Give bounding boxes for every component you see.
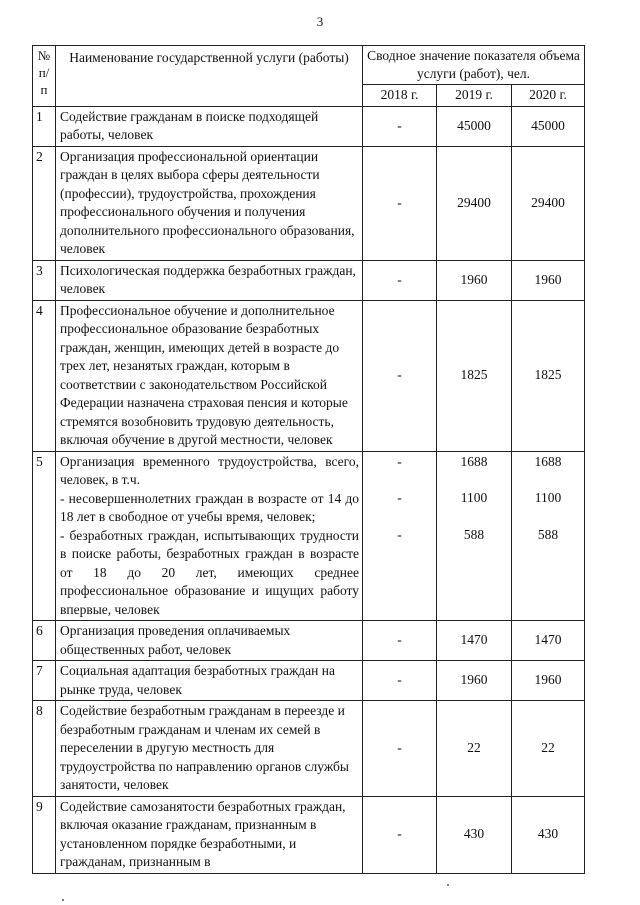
service-name: Организация проведения оплачиваемых общественных работ, человек (56, 621, 363, 661)
value-2019 (437, 451, 512, 621)
table-row (33, 260, 585, 300)
service-name (56, 451, 363, 621)
row-number: 3 (33, 260, 56, 300)
service-name-part: - безработных граждан, испытывающих трудности в поиске работы, безработных граждан в возрасте от 18 до 20 лет, имеющих среднее профессиональное образование и ищущих работу впервые, человек (60, 527, 359, 617)
page-number: 3 (316, 14, 324, 29)
row-number: 5 (33, 451, 56, 621)
value-2018: - (363, 661, 437, 701)
value-part: 1688 (534, 453, 562, 469)
table-row (33, 146, 585, 260)
header-name: Наименование государственной услуги (работы) (56, 46, 363, 107)
service-name: Содействие гражданам в поиске подходящей работы, человек (56, 106, 363, 146)
value-2018: - (363, 260, 437, 300)
value-2018: - (363, 300, 437, 451)
value-2020: 45000 (512, 106, 585, 146)
value-2019: 45000 (437, 106, 512, 146)
value-part: 1100 (460, 490, 488, 505)
table-row (33, 701, 585, 797)
value-2020: 22 (512, 701, 585, 797)
row-number: 2 (33, 146, 56, 260)
row-number: 6 (33, 621, 56, 661)
value-part: - (397, 490, 402, 505)
value-2019: 430 (437, 796, 512, 873)
services-table (32, 45, 585, 874)
value-2019: 1960 (437, 661, 512, 701)
header-row (33, 46, 585, 85)
table-row (33, 106, 585, 146)
service-name: Социальная адаптация безработных граждан на рынке труда, человек (56, 661, 363, 701)
service-name: Организация профессиональной ориентации граждан в целях выбора сферы деятельности (профессии), трудоустройства, прохождения профессионального обучения и получения дополнительного профессионального образования, человек (56, 146, 363, 260)
value-2018: - (363, 621, 437, 661)
service-name: Психологическая поддержка безработных граждан, человек (56, 260, 363, 300)
row-number: 7 (33, 661, 56, 701)
row-number: 4 (33, 300, 56, 451)
value-2020: 430 (512, 796, 585, 873)
value-2018 (363, 451, 437, 621)
value-part: 588 (463, 526, 485, 542)
value-2020: 1825 (512, 300, 585, 451)
value-2020 (512, 451, 585, 621)
value-part: - (397, 453, 402, 469)
row-number: 1 (33, 106, 56, 146)
value-2019: 1825 (437, 300, 512, 451)
header-year-2020: 2020 г. (512, 85, 585, 107)
service-name: Содействие самозанятости безработных граждан, включая оказание гражданам, признанным в установленном порядке безработными, и гражданам, признанным в (56, 796, 363, 873)
value-part: - (397, 526, 402, 542)
header-year-2019: 2019 г. (437, 85, 512, 107)
value-2018: - (363, 701, 437, 797)
scan-speck (447, 884, 449, 886)
scan-speck (62, 899, 64, 901)
service-name-part: - несовершеннолетних граждан в возрасте от 14 до 18 лет в свободное от учебы время, человек; (60, 490, 359, 524)
value-part: 1688 (460, 453, 488, 469)
value-2020: 1960 (512, 661, 585, 701)
value-2020: 1470 (512, 621, 585, 661)
table-row (33, 300, 585, 451)
service-name: Содействие безработным гражданам в переезде и безработным гражданам и членам их семей в переселении в другую местность для трудоустройства по направлению органов службы занятости, человек (56, 701, 363, 797)
table-row (33, 796, 585, 873)
value-part: 1100 (534, 490, 562, 505)
value-2018: - (363, 106, 437, 146)
value-2019: 29400 (437, 146, 512, 260)
value-2018: - (363, 796, 437, 873)
header-year-2018: 2018 г. (363, 85, 437, 107)
header-group: Сводное значение показателя объема услуги (работ), чел. (363, 46, 585, 85)
value-2019: 22 (437, 701, 512, 797)
row-number: 8 (33, 701, 56, 797)
value-2020: 29400 (512, 146, 585, 260)
value-part: 588 (537, 526, 559, 542)
service-name: Профессиональное обучение и дополнительное профессиональное образование безработных граждан, женщин, имеющих детей в возрасте до трех лет, незанятых граждан, которым в соответствии с законодательством Российской Федерации назначена страховая пенсия и которые стремятся возобновить трудовую деятельность, включая обучение в другой местности, человек (56, 300, 363, 451)
value-2019: 1470 (437, 621, 512, 661)
value-2020: 1960 (512, 260, 585, 300)
row-number: 9 (33, 796, 56, 873)
table-row (33, 451, 585, 621)
service-name-part: Организация временного трудоустройства, всего, человек, в т.ч. (60, 453, 359, 487)
table-row (33, 621, 585, 661)
table-row (33, 661, 585, 701)
value-2019: 1960 (437, 260, 512, 300)
value-2018: - (363, 146, 437, 260)
header-num: № п/п (33, 46, 56, 107)
